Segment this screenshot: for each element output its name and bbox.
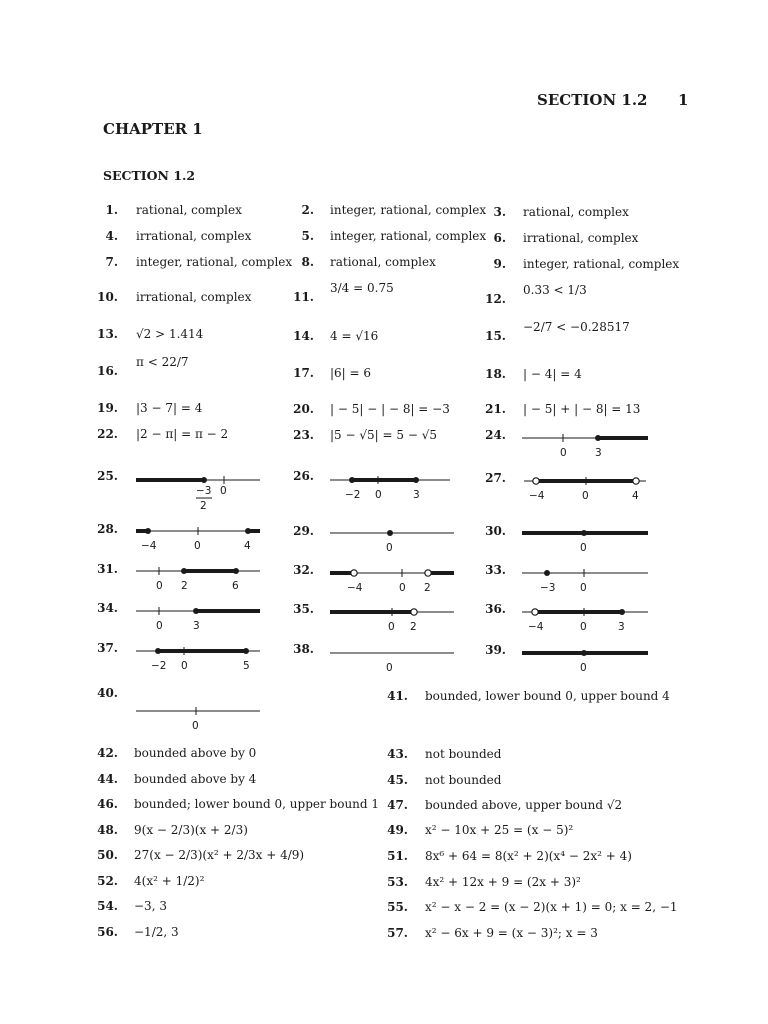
item-number: 19. bbox=[97, 401, 118, 415]
item-number: 18. bbox=[485, 367, 506, 381]
item-number: 12. bbox=[485, 292, 506, 306]
answer-math: 4x² + 12x + 9 = (2x + 3)² bbox=[425, 875, 581, 889]
item-number: 13. bbox=[97, 327, 118, 341]
tick-label: 3 bbox=[193, 620, 200, 632]
item-number: 29. bbox=[293, 524, 314, 538]
answer-text: not bounded bbox=[425, 747, 502, 761]
number-line-34 bbox=[134, 601, 264, 635]
item-number: 22. bbox=[97, 427, 118, 441]
item-number: 51. bbox=[387, 849, 408, 863]
tick-label: 0 bbox=[194, 540, 201, 552]
item-number: 42. bbox=[97, 746, 118, 760]
number-line-27 bbox=[522, 471, 652, 505]
number-line-40 bbox=[134, 701, 264, 735]
answer-math: π < 22/7 bbox=[136, 355, 189, 369]
tick-label: 0 bbox=[375, 489, 382, 501]
tick-label: 2 bbox=[410, 621, 417, 633]
tick-label: −2 bbox=[345, 489, 361, 501]
answer-text: integer, rational, complex bbox=[136, 255, 293, 269]
answer-math: | − 4| = 4 bbox=[523, 367, 582, 381]
item-number: 4. bbox=[105, 229, 118, 243]
item-number: 45. bbox=[387, 773, 408, 787]
item-number: 56. bbox=[97, 925, 118, 939]
item-number: 49. bbox=[387, 823, 408, 837]
item-number: 50. bbox=[97, 848, 118, 862]
item-number: 11. bbox=[293, 290, 314, 304]
answer-math: |3 − 7| = 4 bbox=[136, 401, 203, 415]
tick-label: −4 bbox=[529, 490, 545, 502]
item-number: 55. bbox=[387, 900, 408, 914]
answer-math: −2/7 < −0.28517 bbox=[523, 320, 630, 334]
tick-label: 2 bbox=[181, 580, 188, 592]
number-line-32 bbox=[328, 563, 458, 597]
item-number: 21. bbox=[485, 402, 506, 416]
item-number: 35. bbox=[293, 602, 314, 616]
item-number: 20. bbox=[293, 402, 314, 416]
tick-label: 0 bbox=[580, 582, 587, 594]
item-number: 46. bbox=[97, 797, 118, 811]
item-number: 6. bbox=[493, 231, 506, 245]
chapter-title: CHAPTER 1 bbox=[103, 120, 203, 138]
tick-label: 2 bbox=[424, 582, 431, 594]
tick-label: 5 bbox=[243, 660, 250, 672]
answer-text: integer, rational, complex bbox=[330, 229, 487, 243]
number-line-35 bbox=[328, 602, 458, 636]
tick-label: 2 bbox=[200, 500, 207, 512]
item-number: 36. bbox=[485, 602, 506, 616]
item-number: 7. bbox=[105, 255, 118, 269]
item-number: 53. bbox=[387, 875, 408, 889]
answer-text: bounded above by 4 bbox=[134, 772, 257, 786]
answer-math: |6| = 6 bbox=[330, 366, 372, 380]
answer-math: x² − 6x + 9 = (x − 3)²; x = 3 bbox=[425, 926, 598, 940]
item-number: 1. bbox=[105, 203, 118, 217]
tick-label: 0 bbox=[386, 662, 393, 674]
tick-label: −4 bbox=[141, 540, 157, 552]
answer-math: 9(x − 2/3)(x + 2/3) bbox=[134, 823, 248, 837]
tick-label: −2 bbox=[151, 660, 167, 672]
tick-label: 0 bbox=[388, 621, 395, 633]
answer-text: rational, complex bbox=[136, 203, 242, 217]
answer-math: 8x⁶ + 64 = 8(x² + 2)(x⁴ − 2x² + 4) bbox=[425, 849, 632, 863]
item-number: 38. bbox=[293, 642, 314, 656]
section-title: SECTION 1.2 bbox=[103, 168, 196, 183]
tick-label: 3 bbox=[595, 447, 602, 459]
answer-math: | − 5| + | − 8| = 13 bbox=[523, 402, 641, 416]
item-number: 43. bbox=[387, 747, 408, 761]
item-number: 37. bbox=[97, 641, 118, 655]
item-number: 16. bbox=[97, 364, 118, 378]
number-line-33 bbox=[520, 563, 655, 597]
tick-label: 6 bbox=[232, 580, 239, 592]
item-number: 23. bbox=[293, 428, 314, 442]
item-number: 3. bbox=[493, 205, 506, 219]
answer-text: integer, rational, complex bbox=[330, 203, 487, 217]
item-number: 52. bbox=[97, 874, 118, 888]
item-number: 33. bbox=[485, 563, 506, 577]
item-number: 57. bbox=[387, 926, 408, 940]
item-number: 41. bbox=[387, 689, 408, 703]
answer-math: 27(x − 2/3)(x² + 2/3x + 4/9) bbox=[134, 848, 305, 862]
tick-label: 3 bbox=[618, 621, 625, 633]
number-line-24 bbox=[520, 428, 660, 462]
number-line-28 bbox=[134, 521, 264, 555]
tick-label: −3 bbox=[540, 582, 556, 594]
answer-math: |5 − √5| = 5 − √5 bbox=[330, 428, 437, 442]
number-line-26 bbox=[328, 470, 458, 504]
item-number: 39. bbox=[485, 643, 506, 657]
answer-math: 4(x² + 1/2)² bbox=[134, 874, 205, 888]
item-number: 34. bbox=[97, 601, 118, 615]
answer-text: −3, 3 bbox=[134, 899, 167, 913]
item-number: 48. bbox=[97, 823, 118, 837]
answer-text: integer, rational, complex bbox=[523, 257, 680, 271]
running-header-section: SECTION 1.2 bbox=[537, 91, 648, 109]
item-number: 9. bbox=[493, 257, 506, 271]
page-number: 1 bbox=[678, 91, 689, 109]
answer-text: irrational, complex bbox=[523, 231, 639, 245]
tick-label: 0 bbox=[560, 447, 567, 459]
answer-math: bounded above, upper bound √2 bbox=[425, 798, 623, 812]
tick-label: −3 bbox=[196, 485, 212, 497]
tick-label: −4 bbox=[528, 621, 544, 633]
tick-label: 0 bbox=[156, 580, 163, 592]
answer-math: | − 5| − | − 8| = −3 bbox=[330, 402, 450, 416]
number-line-36 bbox=[520, 602, 655, 636]
answer-text: irrational, complex bbox=[136, 229, 252, 243]
answer-math: √2 > 1.414 bbox=[136, 327, 204, 341]
answer-text: bounded; lower bound 0, upper bound 1 bbox=[134, 797, 380, 811]
answer-text: bounded above by 0 bbox=[134, 746, 257, 760]
answer-math: −1/2, 3 bbox=[134, 925, 179, 939]
answer-math: 3/4 = 0.75 bbox=[330, 281, 394, 295]
number-line-39 bbox=[520, 643, 655, 677]
answer-text: rational, complex bbox=[523, 205, 629, 219]
item-number: 25. bbox=[97, 469, 118, 483]
item-number: 27. bbox=[485, 471, 506, 485]
tick-label: 0 bbox=[220, 485, 227, 497]
tick-label: 0 bbox=[192, 720, 199, 732]
item-number: 54. bbox=[97, 899, 118, 913]
item-number: 32. bbox=[293, 563, 314, 577]
tick-label: 0 bbox=[580, 542, 587, 554]
tick-label: 0 bbox=[181, 660, 188, 672]
number-line-30 bbox=[520, 523, 655, 557]
item-number: 2. bbox=[301, 203, 314, 217]
number-line-31 bbox=[134, 561, 264, 595]
item-number: 31. bbox=[97, 562, 118, 576]
tick-label: −4 bbox=[347, 582, 363, 594]
tick-label: 0 bbox=[582, 490, 589, 502]
item-number: 24. bbox=[485, 428, 506, 442]
answer-text: bounded, lower bound 0, upper bound 4 bbox=[425, 689, 670, 703]
item-number: 44. bbox=[97, 772, 118, 786]
number-line-29 bbox=[328, 523, 458, 557]
item-number: 26. bbox=[293, 469, 314, 483]
tick-label: 0 bbox=[156, 620, 163, 632]
tick-label: 0 bbox=[580, 662, 587, 674]
item-number: 15. bbox=[485, 329, 506, 343]
answer-math: 4 = √16 bbox=[330, 329, 379, 343]
number-line-37 bbox=[134, 641, 264, 675]
tick-label: 4 bbox=[244, 540, 251, 552]
number-line-38 bbox=[328, 643, 458, 677]
tick-label: 0 bbox=[580, 621, 587, 633]
answer-text: rational, complex bbox=[330, 255, 436, 269]
answer-math: x² − 10x + 25 = (x − 5)² bbox=[425, 823, 574, 837]
item-number: 14. bbox=[293, 329, 314, 343]
tick-label: 4 bbox=[632, 490, 639, 502]
item-number: 30. bbox=[485, 524, 506, 538]
tick-label: 3 bbox=[413, 489, 420, 501]
item-number: 5. bbox=[301, 229, 314, 243]
item-number: 17. bbox=[293, 366, 314, 380]
answer-math: 0.33 < 1/3 bbox=[523, 283, 587, 297]
answer-text: not bounded bbox=[425, 773, 502, 787]
answer-math: x² − x − 2 = (x − 2)(x + 1) = 0; x = 2, −1 bbox=[425, 900, 678, 914]
item-number: 8. bbox=[301, 255, 314, 269]
answer-text: irrational, complex bbox=[136, 290, 252, 304]
tick-label: 0 bbox=[386, 542, 393, 554]
number-line-25 bbox=[134, 470, 274, 514]
item-number: 40. bbox=[97, 686, 118, 700]
item-number: 28. bbox=[97, 522, 118, 536]
item-number: 47. bbox=[387, 798, 408, 812]
answer-math: |2 − π| = π − 2 bbox=[136, 427, 229, 441]
item-number: 10. bbox=[97, 290, 118, 304]
tick-label: 0 bbox=[399, 582, 406, 594]
